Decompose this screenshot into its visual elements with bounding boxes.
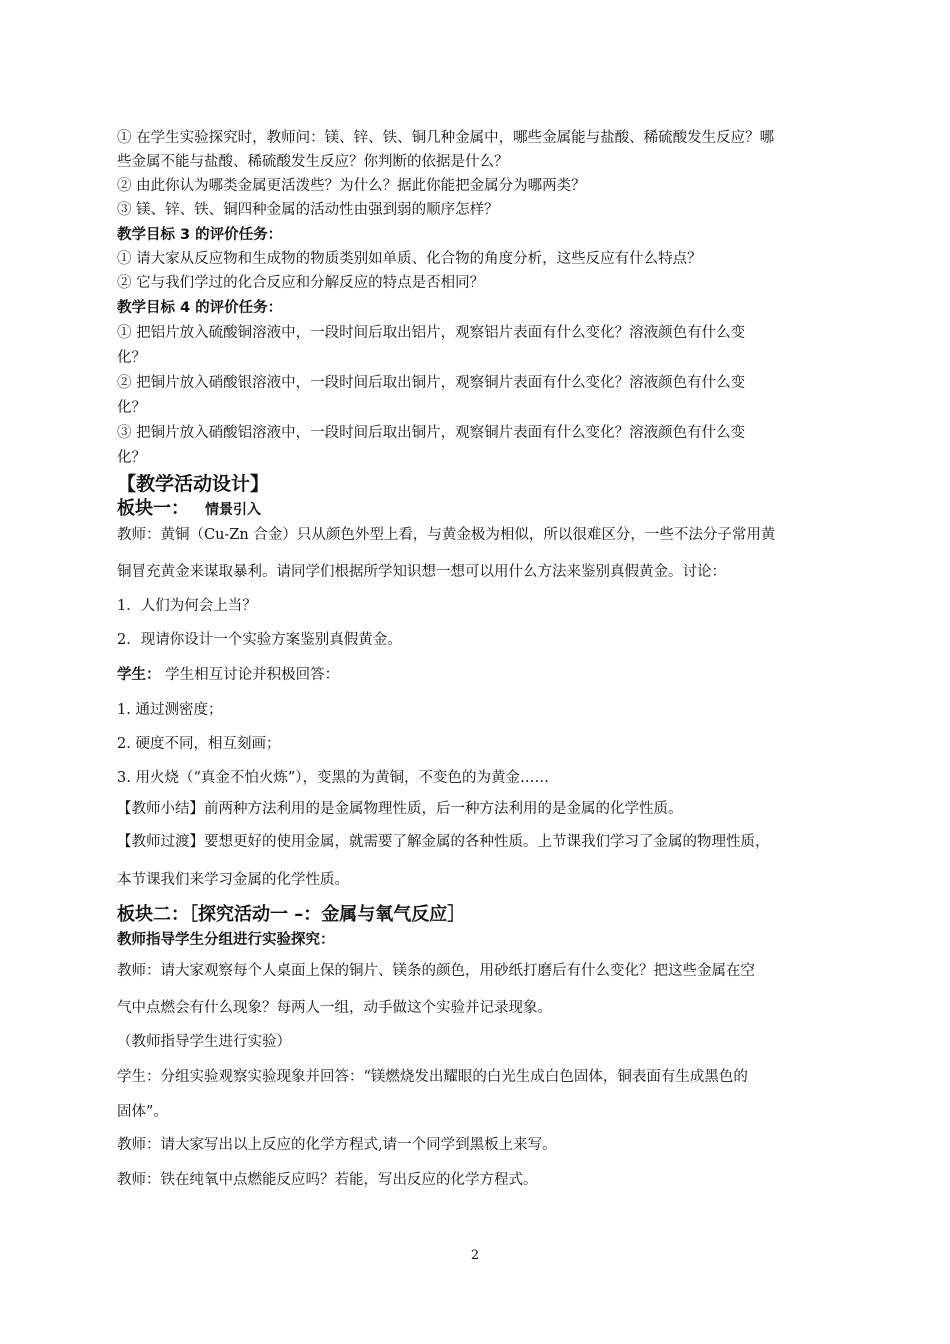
question-2: ② 由此你认为哪类金属更活泼些？为什么？据此你能把金属分为哪两类？ [117,178,586,194]
teacher-intro-line-2: 铜冒充黄金来谋取暴利。请同学们根据所学知识想一想可以用什么方法来鉴别真假黄金。讨论： [117,564,726,580]
question-1-line-1: ① 在学生实验探究时，教师问：镁、锌、铁、铜几种金属中，哪些金属能与盐酸、稀硫酸发生反应？哪 [117,130,775,146]
teacher-equation-prompt: 教师：请大家写出以上反应的化学方程式,请一个同学到黑板上来写。 [117,1137,557,1153]
goal-3-task-2: ② 它与我们学过的化合反应和分解反应的特点是否相同？ [117,275,485,291]
answer-1: 1. 通过测密度； [117,702,223,718]
page-number: 2 [470,1248,480,1263]
goal-4-task-1-line-2: 化？ [117,350,146,366]
teacher-iron-question: 教师：铁在纯氧中点燃能反应吗？若能，写出反应的化学方程式。 [117,1172,538,1188]
block-1-heading [117,497,261,522]
goal-3-heading: 教学目标 3 的评价任务： [117,227,283,243]
goal-4-task-3-line-1: ③ 把铜片放入硝酸铝溶液中，一段时间后取出铜片，观察铜片表面有什么变化？溶液颜色有什么变 [117,425,746,441]
student-observation-line-2: 固体”。 [117,1104,168,1120]
teacher-transition-line-1: 【教师过渡】要想更好的使用金属，就需要了解金属的各种性质。上节课我们学习了金属的物理性质， [117,834,770,850]
discussion-1: 1．人们为何会上当？ [117,598,257,614]
student-response [117,665,339,685]
teacher-observe-line-2: 气中点燃会有什么现象？每两人一组，动手做这个实验并记录现象。 [117,1000,552,1016]
student-observation-line-1: 学生：分组实验观察实验现象并回答：“镁燃烧发出耀眼的白光生成白色固体，铜表面有生成黑色的 [117,1069,748,1085]
student-text: 学生相互讨论并积极回答： [160,667,340,683]
teacher-guide-note: （教师指导学生进行实验） [117,1034,291,1050]
activity-design-heading: 【教学活动设计】 [117,473,270,495]
goal-4-task-1-line-1: ① 把铝片放入硫酸铜溶液中，一段时间后取出铝片，观察铝片表面有什么变化？溶液颜色有什么变 [117,325,746,341]
goal-4-heading: 教学目标 4 的评价任务： [117,300,283,316]
goal-4-task-3-line-2: 化？ [117,450,146,466]
block-1-title: 板块一： [117,498,189,519]
block-2-heading: 板块二：［探究活动一 –：金属与氧气反应］ [117,904,466,925]
student-label: 学生： [117,667,161,683]
discussion-2: 2．现请你设计一个实验方案鉴别真假黄金。 [117,632,402,648]
teacher-transition-line-2: 本节课我们来学习金属的化学性质。 [117,872,349,888]
block-1-subtitle: 情景引入 [205,502,261,518]
answer-3: 3. 用火烧（“真金不怕火炼”），变黑的为黄铜，不变色的为黄金…… [117,770,550,786]
goal-4-task-2-line-1: ② 把铜片放入硝酸银溶液中，一段时间后取出铜片，观察铜片表面有什么变化？溶液颜色有什么变 [117,375,746,391]
group-experiment-heading: 教师指导学生分组进行实验探究： [117,932,335,948]
teacher-intro-line-1: 教师：黄铜（Cu-Zn 合金）只从颜色外型上看，与黄金极为相似，所以很难区分，一些不法分子常用黄 [117,527,776,543]
teacher-observe-line-1: 教师：请大家观察每个人桌面上保的铜片、镁条的颜色，用砂纸打磨后有什么变化？把这些金属在空 [117,963,755,979]
goal-3-task-1: ① 请大家从反应物和生成物的物质类别如单质、化合物的角度分析，这些反应有什么特点？ [117,251,702,267]
question-1-line-2: 些金属不能与盐酸、稀硫酸发生反应？你判断的依据是什么？ [117,154,509,170]
teacher-summary: 【教师小结】前两种方法利用的是金属物理性质，后一种方法利用的是金属的化学性质。 [117,801,683,817]
question-3: ③ 镁、锌、铁、铜四种金属的活动性由强到弱的顺序怎样？ [117,202,499,218]
goal-4-task-2-line-2: 化？ [117,400,146,416]
answer-2: 2. 硬度不同，相互刻画； [117,736,281,752]
